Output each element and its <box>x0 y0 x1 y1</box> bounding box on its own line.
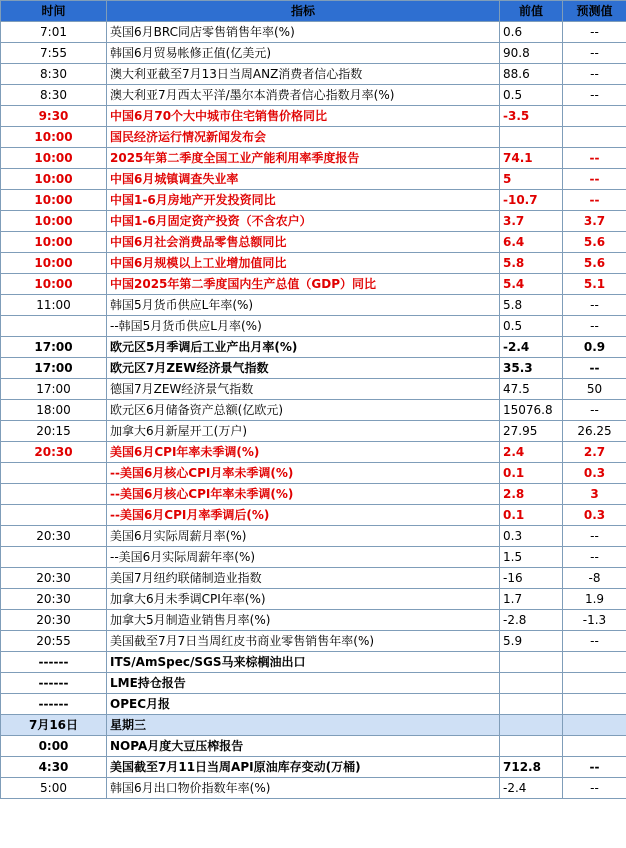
table-row <box>1 610 626 631</box>
time-cell: 10:00 <box>1 274 107 295</box>
time-cell: 11:00 <box>1 295 107 316</box>
previous-value-cell <box>500 694 563 715</box>
previous-value-cell: 27.95 <box>500 421 563 442</box>
previous-value-cell: 35.3 <box>500 358 563 379</box>
time-cell: 9:30 <box>1 106 107 127</box>
time-cell: ------ <box>1 652 107 673</box>
previous-value-cell: 0.1 <box>500 505 563 526</box>
time-cell: 10:00 <box>1 169 107 190</box>
previous-value-cell: -10.7 <box>500 190 563 211</box>
table-row <box>1 274 626 295</box>
time-cell: 20:30 <box>1 526 107 547</box>
previous-value-cell: 5.9 <box>500 631 563 652</box>
previous-value-cell: -2.8 <box>500 610 563 631</box>
indicator-cell: 2025年第二季度全国工业产能利用率季度报告 <box>107 148 500 169</box>
time-cell: 10:00 <box>1 190 107 211</box>
indicator-cell: 加拿大6月新屋开工(万户) <box>107 421 500 442</box>
indicator-cell: 韩国5月货币供应L年率(%) <box>107 295 500 316</box>
table-row <box>1 526 626 547</box>
header-row <box>1 1 626 22</box>
forecast-value-cell: 3 <box>563 484 626 505</box>
forecast-value-cell: 5.6 <box>563 232 626 253</box>
table-row <box>1 694 626 715</box>
previous-value-cell <box>500 673 563 694</box>
forecast-value-cell: -- <box>563 22 626 43</box>
table-row <box>1 379 626 400</box>
previous-value-cell: -2.4 <box>500 778 563 799</box>
time-cell: 10:00 <box>1 127 107 148</box>
indicator-cell: 韩国6月出口物价指数年率(%) <box>107 778 500 799</box>
time-cell: 4:30 <box>1 757 107 778</box>
forecast-value-cell: -1.3 <box>563 610 626 631</box>
time-cell: 17:00 <box>1 337 107 358</box>
time-cell <box>1 484 107 505</box>
time-cell: ------ <box>1 694 107 715</box>
table-row <box>1 295 626 316</box>
time-cell: 10:00 <box>1 232 107 253</box>
forecast-value-cell: -- <box>563 400 626 421</box>
table-row <box>1 358 626 379</box>
forecast-value-cell: -- <box>563 64 626 85</box>
indicator-cell: 加拿大5月制造业销售月率(%) <box>107 610 500 631</box>
forecast-value-cell: -- <box>563 526 626 547</box>
table-row <box>1 190 626 211</box>
indicator-cell: 中国6月70个大中城市住宅销售价格同比 <box>107 106 500 127</box>
previous-value-cell: 88.6 <box>500 64 563 85</box>
indicator-cell: 澳大利亚7月西太平洋/墨尔本消费者信心指数月率(%) <box>107 85 500 106</box>
indicator-cell: LME持仓报告 <box>107 673 500 694</box>
indicator-cell: 美国7月纽约联储制造业指数 <box>107 568 500 589</box>
indicator-cell: 中国6月规模以上工业增加值同比 <box>107 253 500 274</box>
previous-value-cell <box>500 736 563 757</box>
previous-value-cell: 5.4 <box>500 274 563 295</box>
forecast-value-cell: -- <box>563 358 626 379</box>
forecast-value-cell: -- <box>563 43 626 64</box>
table-row <box>1 169 626 190</box>
forecast-value-cell: 26.25 <box>563 421 626 442</box>
forecast-value-cell: 5.1 <box>563 274 626 295</box>
indicator-cell: 加拿大6月未季调CPI年率(%) <box>107 589 500 610</box>
previous-value-cell: 1.5 <box>500 547 563 568</box>
forecast-value-cell: -- <box>563 778 626 799</box>
table-row <box>1 253 626 274</box>
forecast-value-cell: 2.7 <box>563 442 626 463</box>
previous-value-cell: 2.8 <box>500 484 563 505</box>
indicator-cell: 欧元区5月季调后工业产出月率(%) <box>107 337 500 358</box>
forecast-value-cell <box>563 694 626 715</box>
table-row <box>1 463 626 484</box>
previous-value-cell: 5 <box>500 169 563 190</box>
header-previous: 前值 <box>500 1 563 22</box>
forecast-value-cell: -- <box>563 148 626 169</box>
table-row <box>1 589 626 610</box>
forecast-value-cell: 50 <box>563 379 626 400</box>
table-row <box>1 673 626 694</box>
indicator-cell: 星期三 <box>107 715 500 736</box>
time-cell: 20:30 <box>1 568 107 589</box>
previous-value-cell: 0.6 <box>500 22 563 43</box>
previous-value-cell: -16 <box>500 568 563 589</box>
previous-value-cell: 0.3 <box>500 526 563 547</box>
previous-value-cell: 0.5 <box>500 85 563 106</box>
indicator-cell: 德国7月ZEW经济景气指数 <box>107 379 500 400</box>
table-row <box>1 85 626 106</box>
table-row <box>1 211 626 232</box>
indicator-cell: OPEC月报 <box>107 694 500 715</box>
forecast-value-cell <box>563 652 626 673</box>
previous-value-cell: 6.4 <box>500 232 563 253</box>
table-row <box>1 757 626 778</box>
indicator-cell: 中国1-6月房地产开发投资同比 <box>107 190 500 211</box>
indicator-cell: ITS/AmSpec/SGS马来棕榈油出口 <box>107 652 500 673</box>
indicator-cell: 澳大利亚截至7月13日当周ANZ消费者信心指数 <box>107 64 500 85</box>
time-cell: ------ <box>1 673 107 694</box>
time-cell: 0:00 <box>1 736 107 757</box>
table-row <box>1 652 626 673</box>
time-cell: 18:00 <box>1 400 107 421</box>
previous-value-cell <box>500 127 563 148</box>
previous-value-cell <box>500 652 563 673</box>
forecast-value-cell <box>563 673 626 694</box>
previous-value-cell: 47.5 <box>500 379 563 400</box>
indicator-cell: 美国6月实际周薪月率(%) <box>107 526 500 547</box>
indicator-cell: 欧元区6月储备资产总额(亿欧元) <box>107 400 500 421</box>
time-cell <box>1 547 107 568</box>
table-body <box>1 22 626 799</box>
indicator-cell: 中国2025年第二季度国内生产总值（GDP）同比 <box>107 274 500 295</box>
previous-value-cell: 0.1 <box>500 463 563 484</box>
time-cell: 5:00 <box>1 778 107 799</box>
previous-value-cell: 5.8 <box>500 253 563 274</box>
table-row <box>1 442 626 463</box>
table-row <box>1 505 626 526</box>
indicator-cell: 中国1-6月固定资产投资（不含农户） <box>107 211 500 232</box>
table-row <box>1 568 626 589</box>
indicator-cell: --美国6月核心CPI年率未季调(%) <box>107 484 500 505</box>
time-cell: 20:15 <box>1 421 107 442</box>
previous-value-cell: 90.8 <box>500 43 563 64</box>
time-cell: 17:00 <box>1 379 107 400</box>
time-cell: 8:30 <box>1 64 107 85</box>
previous-value-cell: 74.1 <box>500 148 563 169</box>
previous-value-cell: -3.5 <box>500 106 563 127</box>
indicator-cell: 中国6月社会消费品零售总额同比 <box>107 232 500 253</box>
header-indicator: 指标 <box>107 1 500 22</box>
table-row <box>1 232 626 253</box>
forecast-value-cell <box>563 736 626 757</box>
forecast-value-cell: 0.3 <box>563 505 626 526</box>
indicator-cell: 欧元区7月ZEW经济景气指数 <box>107 358 500 379</box>
indicator-cell: --美国6月核心CPI月率未季调(%) <box>107 463 500 484</box>
time-cell: 8:30 <box>1 85 107 106</box>
forecast-value-cell: 0.9 <box>563 337 626 358</box>
forecast-value-cell: -- <box>563 631 626 652</box>
table-row <box>1 400 626 421</box>
table-row <box>1 631 626 652</box>
previous-value-cell: 712.8 <box>500 757 563 778</box>
forecast-value-cell: 3.7 <box>563 211 626 232</box>
time-cell: 10:00 <box>1 211 107 232</box>
table-row <box>1 64 626 85</box>
forecast-value-cell: -- <box>563 85 626 106</box>
time-cell <box>1 316 107 337</box>
previous-value-cell: 0.5 <box>500 316 563 337</box>
indicator-cell: 英国6月BRC同店零售销售年率(%) <box>107 22 500 43</box>
date-separator-row <box>1 715 626 736</box>
table-row <box>1 484 626 505</box>
forecast-value-cell <box>563 106 626 127</box>
table-row <box>1 421 626 442</box>
previous-value-cell: 1.7 <box>500 589 563 610</box>
table-row <box>1 736 626 757</box>
previous-value-cell: 2.4 <box>500 442 563 463</box>
time-cell: 7:55 <box>1 43 107 64</box>
time-cell <box>1 463 107 484</box>
time-cell: 20:30 <box>1 589 107 610</box>
forecast-value-cell: -8 <box>563 568 626 589</box>
time-cell: 20:30 <box>1 610 107 631</box>
table-row <box>1 778 626 799</box>
previous-value-cell <box>500 715 563 736</box>
table-row <box>1 43 626 64</box>
previous-value-cell: 3.7 <box>500 211 563 232</box>
time-cell: 10:00 <box>1 148 107 169</box>
header-time: 时间 <box>1 1 107 22</box>
previous-value-cell: -2.4 <box>500 337 563 358</box>
indicator-cell: 美国截至7月11日当周API原油库存变动(万桶) <box>107 757 500 778</box>
indicator-cell: 美国截至7月7日当周红皮书商业零售销售年率(%) <box>107 631 500 652</box>
previous-value-cell: 5.8 <box>500 295 563 316</box>
forecast-value-cell: 5.6 <box>563 253 626 274</box>
time-cell: 10:00 <box>1 253 107 274</box>
time-cell: 20:55 <box>1 631 107 652</box>
previous-value-cell: 15076.8 <box>500 400 563 421</box>
indicator-cell: --美国6月实际周薪年率(%) <box>107 547 500 568</box>
forecast-value-cell <box>563 715 626 736</box>
time-cell: 20:30 <box>1 442 107 463</box>
indicator-cell: --韩国5月货币供应L月率(%) <box>107 316 500 337</box>
forecast-value-cell: -- <box>563 169 626 190</box>
forecast-value-cell: -- <box>563 757 626 778</box>
indicator-cell: 国民经济运行情况新闻发布会 <box>107 127 500 148</box>
table-row <box>1 127 626 148</box>
indicator-cell: 美国6月CPI年率未季调(%) <box>107 442 500 463</box>
header-forecast: 预测值 <box>563 1 626 22</box>
forecast-value-cell: 0.3 <box>563 463 626 484</box>
forecast-value-cell: -- <box>563 547 626 568</box>
forecast-value-cell <box>563 127 626 148</box>
table-row <box>1 547 626 568</box>
table-row <box>1 22 626 43</box>
indicator-cell: 中国6月城镇调查失业率 <box>107 169 500 190</box>
time-cell: 7月16日 <box>1 715 107 736</box>
table-row <box>1 337 626 358</box>
table-row <box>1 106 626 127</box>
time-cell <box>1 505 107 526</box>
table-row <box>1 316 626 337</box>
time-cell: 7:01 <box>1 22 107 43</box>
indicator-cell: 韩国6月贸易帐修正值(亿美元) <box>107 43 500 64</box>
forecast-value-cell: -- <box>563 190 626 211</box>
indicator-cell: NOPA月度大豆压榨报告 <box>107 736 500 757</box>
forecast-value-cell: -- <box>563 316 626 337</box>
table-row <box>1 148 626 169</box>
forecast-value-cell: 1.9 <box>563 589 626 610</box>
indicator-cell: --美国6月CPI月率季调后(%) <box>107 505 500 526</box>
forecast-value-cell: -- <box>563 295 626 316</box>
time-cell: 17:00 <box>1 358 107 379</box>
